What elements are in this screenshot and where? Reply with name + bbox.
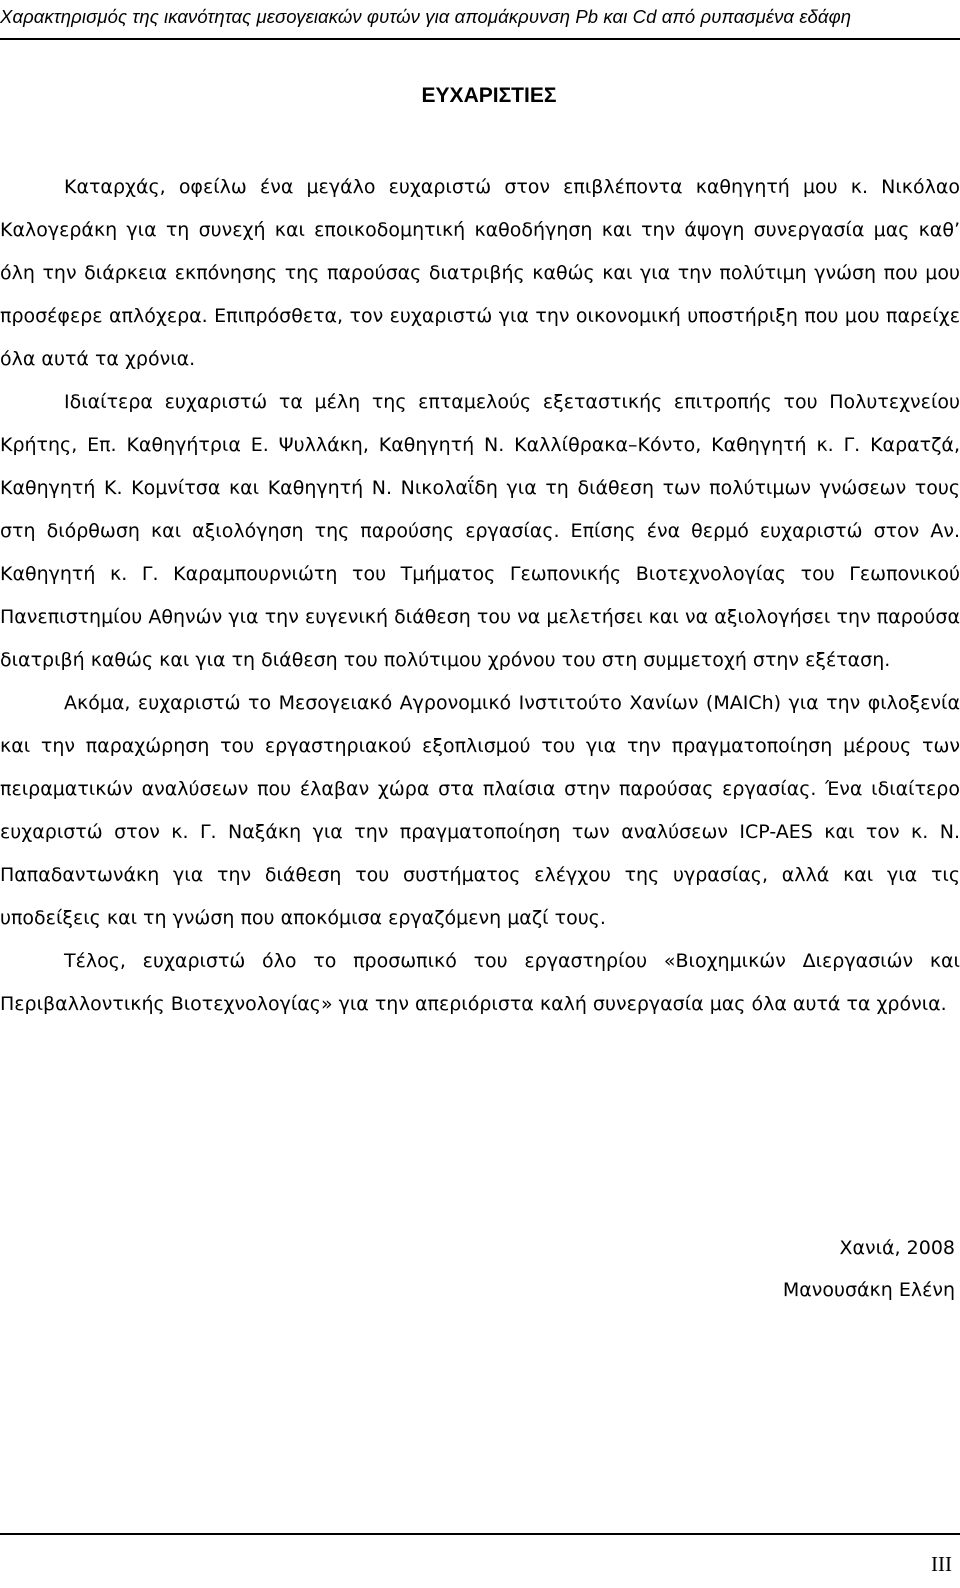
running-header-title: Χαρακτηρισμός της ικανότητας μεσογειακών φυτών για απομάκρυνση Pb και Cd από ρυπασμένα εδάφη bbox=[0, 6, 852, 27]
paragraph: Τέλος, ευχαριστώ όλο το προσωπικό του εργαστηρίου «Βιοχημικών Διεργασιών και Περιβαλλοντικής Βιοτεχνολογίας» για την απεριόριστα καλή συνεργασία μας όλα αυτά τα χρόνια. bbox=[0, 950, 960, 1015]
paragraph: Καταρχάς, οφείλω ένα μεγάλο ευχαριστώ στον επιβλέποντα καθηγητή μου κ. Νικόλαο Καλογεράκη για τη συνεχή και εποικοδομητική καθοδήγηση και την άψογη συνεργασία μας καθ’ όλη την διάρκεια εκπόνησης της παρούσας διατριβής καθώς και για την πολύτιμη γνώση που μου προσέφερε απλόχερα. Επιπρόσθετα, τον ευχαριστώ για την οικονομική υποστήριξη που μου παρείχε όλα αυτά τα χρόνια. bbox=[0, 176, 960, 370]
paragraph: Ακόμα, ευχαριστώ το Μεσογειακό Αγρονομικό Ινστιτούτο Χανίων (MAICh) για την φιλοξενία και την παραχώρηση του εργαστηριακού εξοπλισμού του για την πραγματοποίηση μέρους των πειραματικών αναλύσεων που έλαβαν χώρα στα πλαίσια στην παρούσας εργασίας. Ένα ιδιαίτερο ευχαριστώ στον κ. Γ. Ναξάκη για την πραγματοποίηση των αναλύσεων ICP-AES και τον κ. Ν. Παπαδαντωνάκη για την διάθεση του συστήματος ελέγχου της υγρασίας, αλλά και για τις υποδείξεις και τη γνώση που αποκόμισα εργαζόμενη μαζί τους. bbox=[0, 692, 960, 929]
paragraph: Ιδιαίτερα ευχαριστώ τα μέλη της επταμελούς εξεταστικής επιτροπής του Πολυτεχνείου Κρήτης, Επ. Καθηγήτρια Ε. Ψυλλάκη, Καθηγητή Ν. Καλλίθρακα–Κόντο, Καθηγητή κ. Γ. Καρατζά, Καθηγητή Κ. Κομνίτσα και Καθηγητή Ν. Νικολαΐδη για τη διάθεση των πολύτιμων γνώσεων τους στη διόρθωση και αξιολόγηση της παρούσης εργασίας. Επίσης ένα θερμό ευχαριστώ στον Αν. Καθηγητή κ. Γ. Καραμπουρνιώτη του Τμήματος Γεωπονικής Βιοτεχνολογίας του Γεωπονικού Πανεπιστημίου Αθηνών για την ευγενική διάθεση του να μελετήσει και να αξιολογήσει την παρούσα διατριβή καθώς και για τη διάθεση του πολύτιμου χρόνου του στη συμμετοχή στην εξέταση. bbox=[0, 391, 960, 671]
author-name: Μανουσάκη Ελένη bbox=[782, 1279, 955, 1301]
place-date: Χανιά, 2008 bbox=[839, 1237, 955, 1259]
signature-block bbox=[783, 1227, 955, 1311]
running-header bbox=[0, 0, 960, 40]
page-title: ΕΥΧΑΡΙΣΤΙΕΣ bbox=[421, 84, 557, 107]
page-number: III bbox=[931, 1552, 952, 1576]
body-text bbox=[0, 166, 960, 1026]
footer-rule bbox=[0, 1533, 960, 1535]
